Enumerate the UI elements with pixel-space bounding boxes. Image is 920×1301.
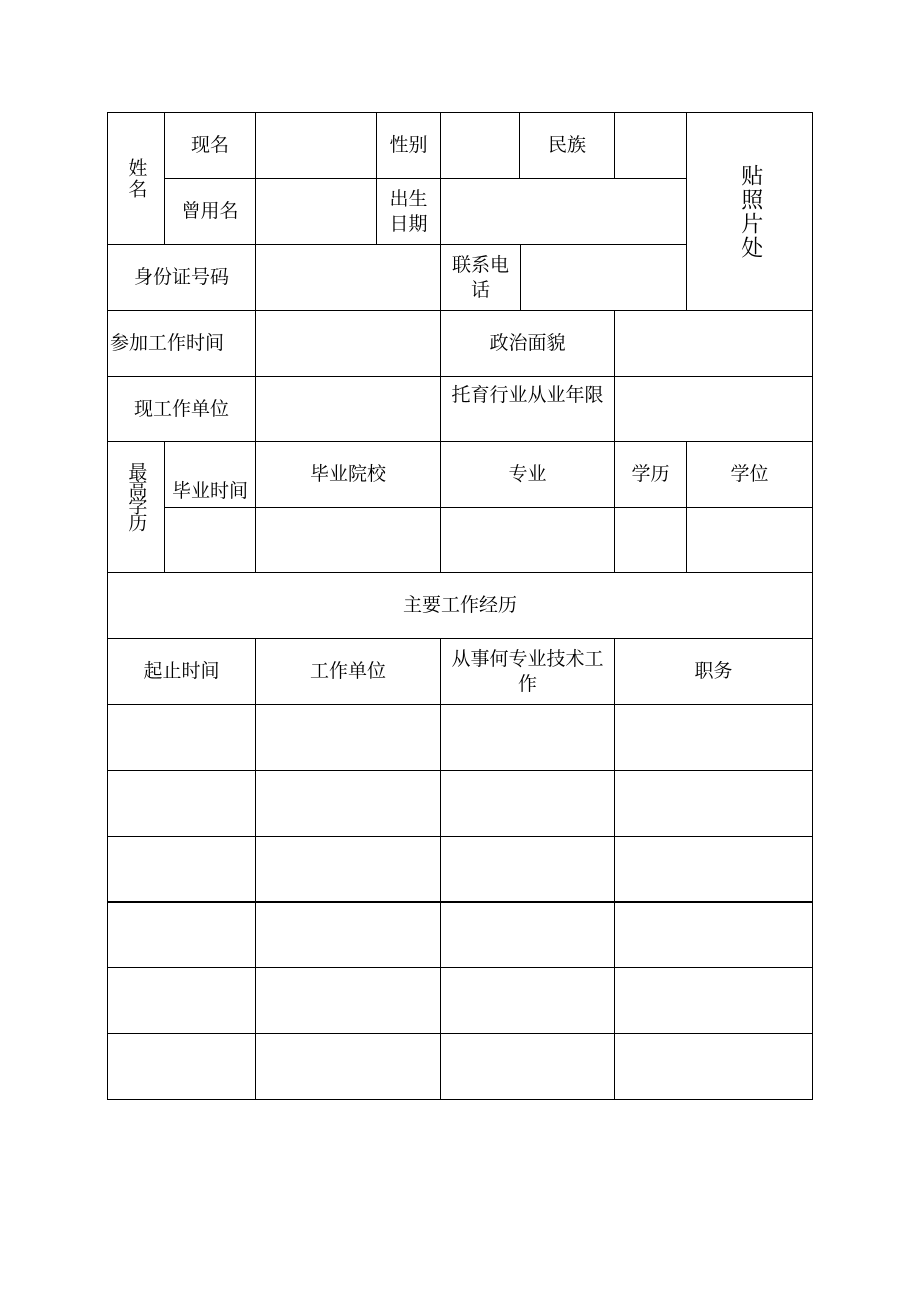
registration-form xyxy=(107,112,813,1099)
birth-date-label: 出生日期 xyxy=(376,178,441,245)
experience-position-cell[interactable] xyxy=(614,836,813,903)
experience-employer-cell[interactable] xyxy=(255,901,441,968)
experience-period-cell[interactable] xyxy=(107,1033,256,1100)
experience-position-cell[interactable] xyxy=(614,1033,813,1100)
degree-level-field[interactable] xyxy=(614,507,687,573)
work-start-field[interactable] xyxy=(255,310,441,377)
experience-position-cell[interactable] xyxy=(614,967,813,1034)
experience-col-position: 职务 xyxy=(614,638,813,705)
grad-time-field[interactable] xyxy=(164,507,256,573)
experience-specialty-cell[interactable] xyxy=(440,901,615,968)
experience-specialty-cell[interactable] xyxy=(440,967,615,1034)
school-field[interactable] xyxy=(255,507,441,573)
school-label: 毕业院校 xyxy=(255,441,441,508)
current-name-label: 现名 xyxy=(164,112,256,179)
name-label: 姓名 xyxy=(107,112,165,245)
ethnicity-label: 民族 xyxy=(519,112,615,179)
birth-date-field[interactable] xyxy=(440,178,687,245)
current-employer-label: 现工作单位 xyxy=(107,376,256,442)
experience-section-title: 主要工作经历 xyxy=(107,572,813,639)
degree-label: 学位 xyxy=(686,441,813,508)
major-label: 专业 xyxy=(440,441,615,508)
photo-placeholder: 贴照片处 xyxy=(686,112,813,311)
experience-specialty-cell[interactable] xyxy=(440,1033,615,1100)
childcare-years-field[interactable] xyxy=(614,376,813,442)
id-number-label: 身份证号码 xyxy=(107,244,256,311)
former-name-label: 曾用名 xyxy=(164,178,256,245)
experience-employer-cell[interactable] xyxy=(255,770,441,837)
political-status-label: 政治面貌 xyxy=(440,310,615,377)
major-field[interactable] xyxy=(440,507,615,573)
experience-employer-cell[interactable] xyxy=(255,836,441,903)
id-number-field[interactable] xyxy=(255,244,441,311)
experience-col-period: 起止时间 xyxy=(107,638,256,705)
gender-label: 性别 xyxy=(376,112,441,179)
ethnicity-field[interactable] xyxy=(614,112,687,179)
experience-employer-cell[interactable] xyxy=(255,704,441,771)
experience-col-employer: 工作单位 xyxy=(255,638,441,705)
experience-period-cell[interactable] xyxy=(107,836,256,903)
phone-label: 联系电话 xyxy=(440,244,521,311)
experience-specialty-cell[interactable] xyxy=(440,704,615,771)
degree-field[interactable] xyxy=(686,507,813,573)
experience-period-cell[interactable] xyxy=(107,967,256,1034)
experience-period-cell[interactable] xyxy=(107,704,256,771)
childcare-years-label: 托育行业从业年限 xyxy=(440,376,615,442)
experience-col-specialty: 从事何专业技术工作 xyxy=(440,638,615,705)
gender-field[interactable] xyxy=(440,112,520,179)
political-status-field[interactable] xyxy=(614,310,813,377)
experience-position-cell[interactable] xyxy=(614,901,813,968)
experience-position-cell[interactable] xyxy=(614,770,813,837)
experience-specialty-cell[interactable] xyxy=(440,836,615,903)
experience-specialty-cell[interactable] xyxy=(440,770,615,837)
experience-period-cell[interactable] xyxy=(107,901,256,968)
experience-period-cell[interactable] xyxy=(107,770,256,837)
degree-level-label: 学历 xyxy=(614,441,687,508)
current-name-field[interactable] xyxy=(255,112,377,179)
current-employer-field[interactable] xyxy=(255,376,441,442)
former-name-field[interactable] xyxy=(255,178,377,245)
education-section-label: 最高学历 xyxy=(107,441,165,573)
experience-employer-cell[interactable] xyxy=(255,1033,441,1100)
experience-employer-cell[interactable] xyxy=(255,967,441,1034)
phone-field[interactable] xyxy=(520,244,687,311)
grad-time-label: 毕业时间 xyxy=(164,441,256,508)
experience-position-cell[interactable] xyxy=(614,704,813,771)
work-start-label: 参加工作时间 xyxy=(107,310,256,377)
